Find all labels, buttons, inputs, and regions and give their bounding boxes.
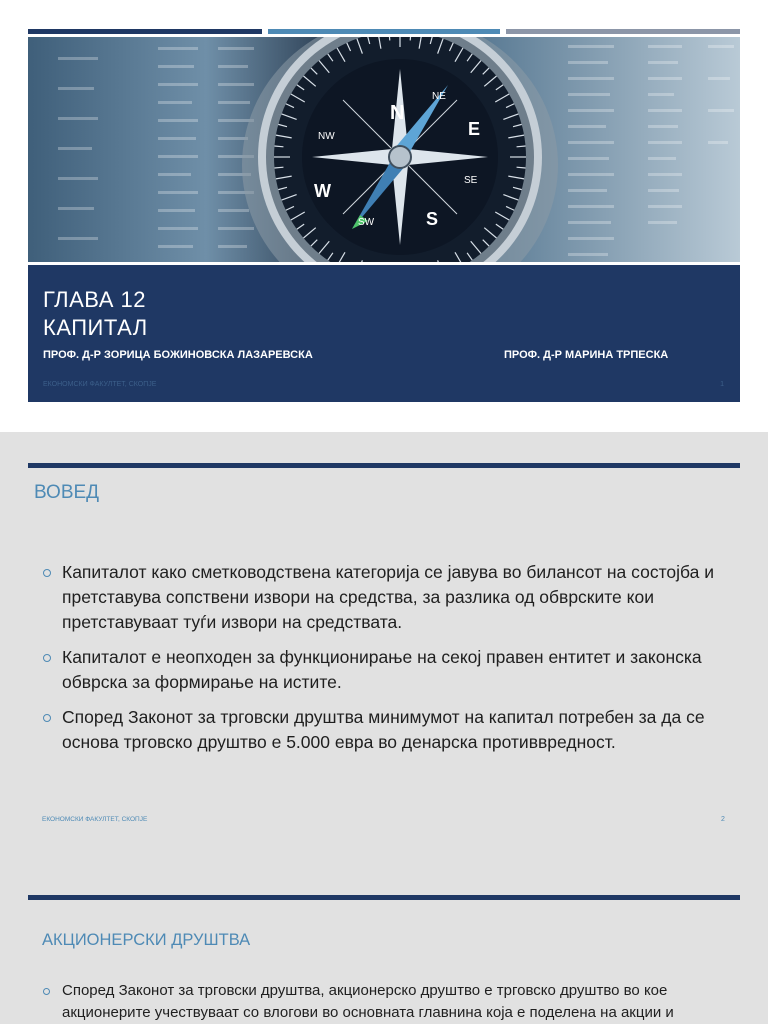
compass-letter-e: E <box>468 119 481 139</box>
bullet-item <box>40 980 740 1024</box>
compass-tick <box>274 146 283 147</box>
compass-letter-n: N <box>390 102 405 124</box>
bullet-list <box>40 560 730 765</box>
bullet-item <box>40 705 730 755</box>
accent-bar-dark <box>28 29 262 34</box>
bullet-circle-icon <box>43 569 51 577</box>
bullet-circle-icon <box>43 654 51 662</box>
page-number: 1 <box>720 381 724 388</box>
compass-tick <box>517 167 526 168</box>
bullet-text: Според Законот за трговски друштва, акционерско друштво е трговско друштво во кое акционерите учествуваат со влогови во основната главнина која е поделена на акции и <box>62 982 674 1021</box>
bullet-text: Капиталот е неопходен за функционирање на секој правен ентитет и законска обврска за формирање на истите. <box>62 647 702 692</box>
bullet-text: Според Законот за трговски друштва минимумот на капитал потребен за да се основа трговско друштво е 5.000 евра во денарска противвредност. <box>62 707 705 752</box>
slide-footer: ЕКОНОМСКИ ФАКУЛТЕТ, СКОПЈЕ <box>43 381 157 388</box>
slide-title: АКЦИОНЕРСКИ ДРУШТВА <box>42 931 251 949</box>
bullet-circle-icon <box>43 988 50 995</box>
slide-2-introduction <box>0 432 768 864</box>
compass-letter-nw: NW <box>318 131 335 142</box>
compass-letter-s: S <box>426 209 439 229</box>
compass-tick <box>274 167 283 168</box>
chapter-title: ГЛАВА 12 <box>43 287 146 312</box>
bullet-item <box>40 560 730 635</box>
compass-letter-se: SE <box>464 175 478 186</box>
slide-1-title <box>0 0 768 432</box>
compass-letter-w: W <box>314 181 331 201</box>
hero-image-compass <box>28 37 740 262</box>
compass-icon <box>242 37 558 262</box>
bullet-list <box>40 980 740 1024</box>
chapter-subtitle: КАПИТАЛ <box>43 315 148 340</box>
title-panel <box>28 265 740 402</box>
accent-bar-light <box>506 29 740 34</box>
author-1: ПРОФ. Д-Р ЗОРИЦА БОЖИНОВСКА ЛАЗАРЕВСКА <box>43 349 313 361</box>
slide-footer: ЕКОНОМСКИ ФАКУЛТЕТ, СКОПЈЕ <box>42 816 148 823</box>
title-rule <box>28 463 740 468</box>
bullet-item <box>40 645 730 695</box>
accent-bar-mid <box>268 29 500 34</box>
slide-title: ВОВЕД <box>34 482 100 503</box>
compass-letter-sw: SW <box>358 217 375 228</box>
title-rule <box>28 895 740 900</box>
bullet-circle-icon <box>43 714 51 722</box>
slide-3-joint-stock-companies <box>0 864 768 1024</box>
author-2: ПРОФ. Д-Р МАРИНА ТРПЕСКА <box>504 349 669 361</box>
page-number: 2 <box>721 816 725 823</box>
compass-letter-ne: NE <box>432 91 446 102</box>
compass-tick <box>517 146 526 147</box>
bullet-text: Капиталот како сметководствена категорија се јавува во билансот на состојба и претставува сопствени извори на средства, за разлика од обврските кои претставуваат туѓи извори на средствата. <box>62 562 715 632</box>
